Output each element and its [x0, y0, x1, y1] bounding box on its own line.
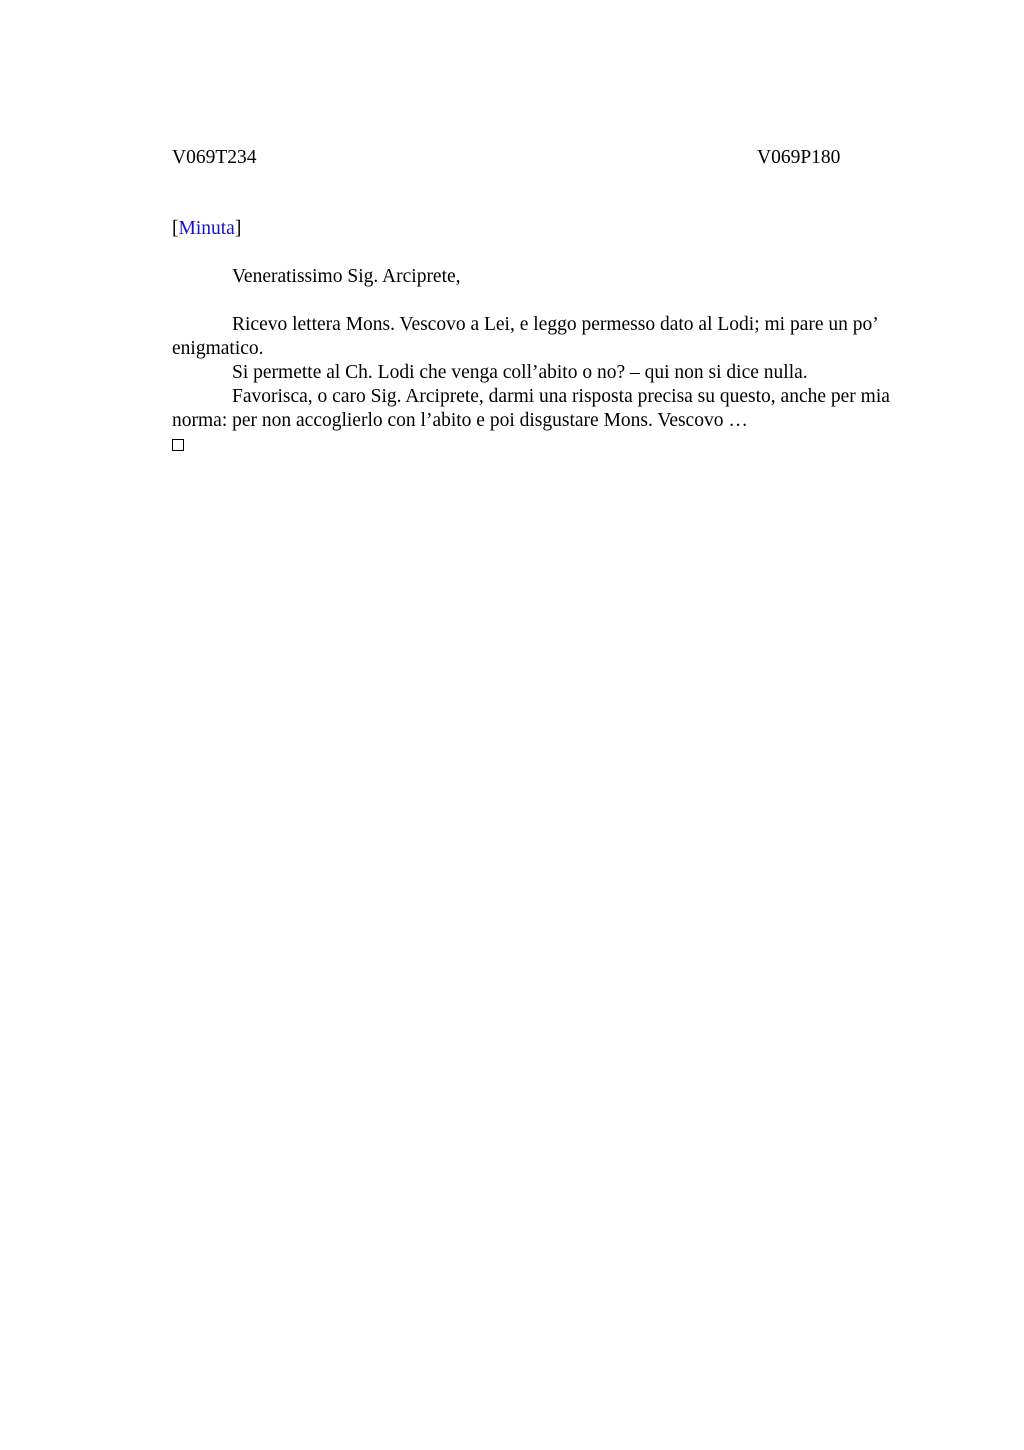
draft-note	[172, 217, 924, 241]
note-close-bracket: ]	[234, 218, 242, 239]
note-open-bracket: [	[172, 218, 179, 239]
salutation: Veneratissimo Sig. Arciprete,	[232, 266, 461, 287]
paragraph-1: Ricevo lettera Mons. Vescovo a Lei, e leggo permesso dato al Lodi; mi pare un po’ enigmatico.	[172, 314, 878, 359]
page-code: V069P180	[757, 147, 841, 168]
document-code: V069T234	[172, 147, 257, 168]
paragraph-3: Favorisca, o caro Sig. Arciprete, darmi una risposta precisa su questo, anche per mia norma: per non accoglierlo con l’abito e poi disgustare Mons. Vescovo …	[172, 386, 890, 431]
paragraph-2: Si permette al Ch. Lodi che venga coll’abito o no? – qui non si dice nulla.	[232, 362, 808, 383]
note-label[interactable]: Minuta	[178, 218, 235, 239]
square-outline-icon	[172, 439, 184, 451]
letter-body	[172, 217, 924, 458]
